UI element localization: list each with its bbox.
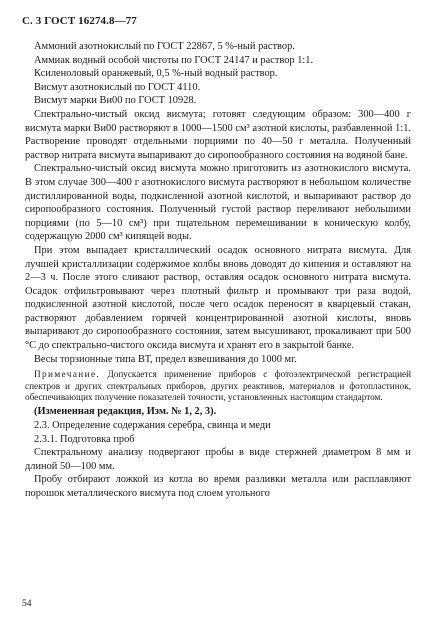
paragraph-crystallization: При этом выпадает кристаллический осадок основного нитрата висмута. Для лучшей кристаллизации содержимое колбы вновь доводят до кипения и оставляют на 2—3 ч. После этого сливают раствор, оставляя осадок основного нитрата висмута. Осадок отфильтровывают через плотный фильтр и промывают три раза водой, подкисленной азотной кислотой, после чего осадок переносят в кварцевый стакан, растворяют добавлением горячей концентрированной азотной кислоты, вновь выпаривают до сиропообразного состояния, затем высушивают, прокаливают при 500 °С до спектрально-чистого оксида висмута и хранят его в закрытой банке. — [25, 244, 411, 352]
paragraph-samples: Спектральному анализу подвергают пробы в виде стержней диаметром 8 мм и длиной 50—100 мм. — [25, 447, 411, 472]
section-2-3-heading: 2.3. Определение содержания серебра, свинца и меди — [34, 420, 271, 432]
note-label: Примечание. — [34, 369, 101, 380]
page-body — [25, 40, 411, 501]
paragraph-sampling-method: Пробу отбирают ложкой из котла во время разливки металла или расплавляют порошок металлического висмута под слоем угольного — [25, 474, 411, 500]
reagent-item: Аммоний азотнокислый по ГОСТ 22867, 5 %-ный раствор. — [34, 41, 295, 52]
paragraph-bismuth-oxide-prep: Спектрально-чистый оксид висмута; готовят следующим образом: 300—400 г висмута марки Ви00 растворяют в 1000—1500 см³ азотной кислоты, разбавленной 1:1. Растворение проводят отдельными порциями по 40—50 г металла. Полученный раствор нитрата висмута выпаривают до сиропообразного состояния на водяной бане. — [25, 108, 411, 161]
amendment-note: (Измененная редакция, Изм. № 1, 2, 3). — [34, 406, 217, 418]
paragraph-bismuth-oxide-alt: Спектрально-чистый оксид висмута можно приготовить из азотнокислого висмута. В этом случае 300—400 г азотнокислого висмута растворяют в небольшом количестве дистиллированной воды, подкисленной азотной кислотой, и выпаривают раствор до сиропообразного состояния. Полученный густой раствор переливают небольшими порциями (по 5—10 см³) при тщательном перемешивании в коническую колбу, содержащую 2000 см³ кипящей воды. — [25, 163, 411, 243]
page-header: С. 3 ГОСТ 16274.8—77 — [22, 15, 137, 27]
reagent-item: Аммиак водный особой чистоты по ГОСТ 24147 и раствор 1:1. — [34, 54, 314, 66]
reagent-item: Висмут азотнокислый по ГОСТ 4110. — [34, 81, 201, 93]
section-2-3-1-heading: 2.3.1. Подготовка проб — [34, 433, 135, 445]
reagent-item: Ксиленоловый оранжевый, 0,5 %-ный водный раствор. — [34, 68, 278, 80]
reagent-list — [25, 40, 411, 108]
note-text: Допускается применение приборов с фотоэлектрической регистрацией спектров и других спектральных приборов, других реактивов, материалов и фотопластинок, обеспечивающих получение показателей точности, установленных настоящим стандартом. — [25, 369, 411, 403]
paragraph-scales: Весы торзионные типа ВТ, предел взвешивания до 1000 мг. — [34, 353, 297, 365]
note — [25, 369, 411, 403]
page-number: 54 — [22, 599, 32, 609]
reagent-item: Висмут марки Ви00 по ГОСТ 10928. — [34, 95, 197, 107]
